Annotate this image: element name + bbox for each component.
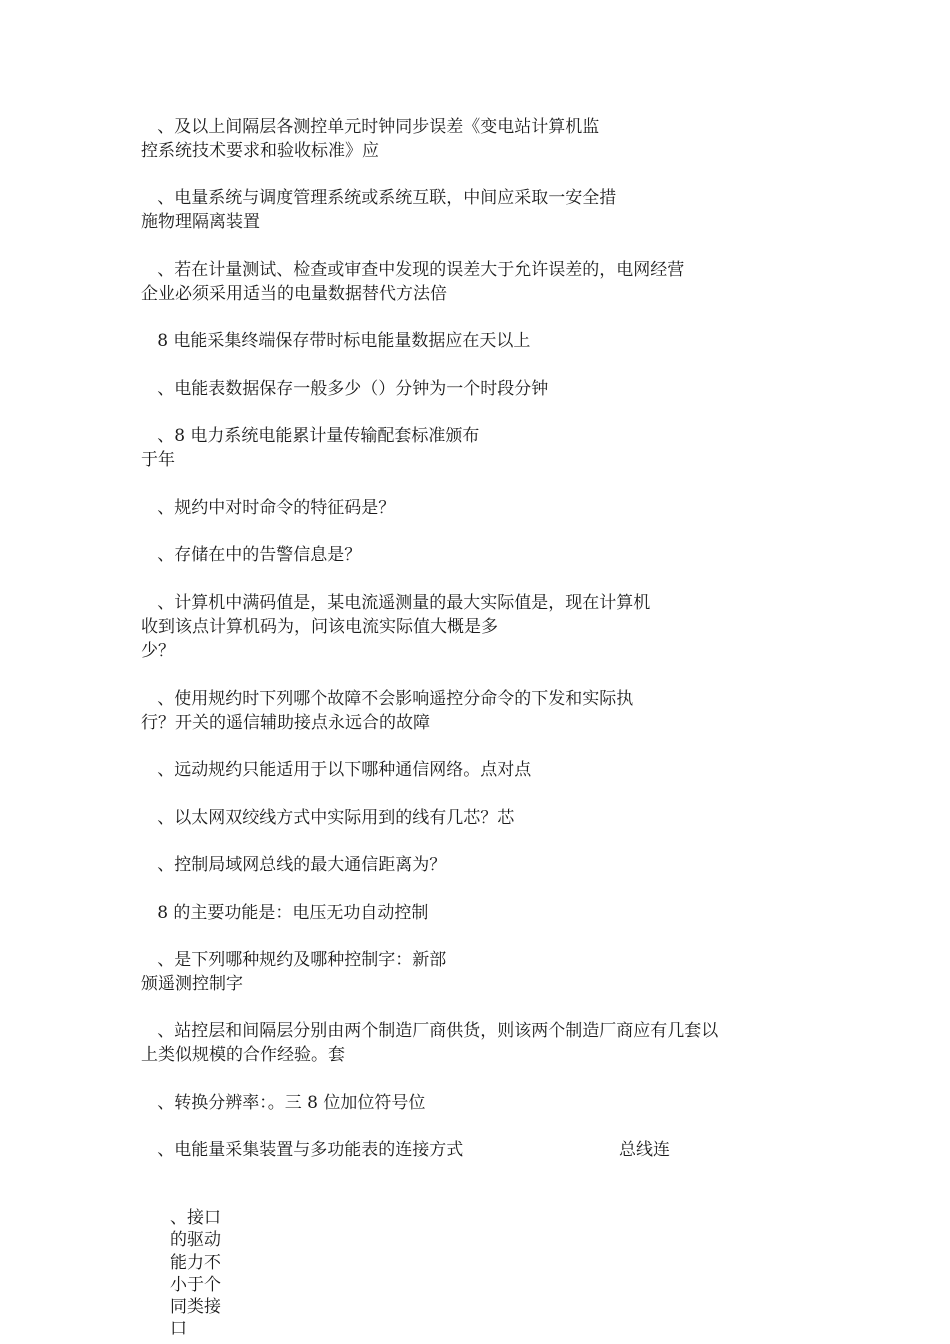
- paragraph-line: 、存储在中的告警信息是？: [141, 545, 362, 565]
- narrow-line: 小于个: [170, 1274, 221, 1295]
- paragraph-line: 于年: [141, 450, 175, 470]
- paragraph-line: 、若在计量测试、检查或审查中发现的误差大于允许误差的，电网经营: [141, 260, 685, 280]
- question-paragraph: [141, 543, 821, 567]
- paragraph-line: 、电能表数据保存一般多少（）分钟为一个时段分钟: [141, 379, 549, 399]
- paragraph-line: 、及以上间隔层各测控单元时钟同步误差《变电站计算机监: [141, 117, 600, 137]
- paragraph-line: 、使用规约时下列哪个故障不会影响遥控分命令的下发和实际执: [141, 689, 634, 709]
- question-paragraph: [141, 591, 821, 663]
- question-paragraph: [141, 377, 821, 401]
- question-paragraph: [141, 806, 821, 830]
- paragraph-line: 、电量系统与调度管理系统或系统互联，中间应采取一安全措: [141, 188, 617, 208]
- question-paragraph: [141, 496, 821, 520]
- paragraph-line: 、以太网双绞线方式中实际用到的线有几芯？芯: [141, 808, 515, 828]
- narrow-line: 能力不: [170, 1252, 221, 1273]
- paragraph-line: 颁遥测控制字: [141, 974, 243, 994]
- paragraph-line: 少？: [141, 641, 175, 661]
- question-paragraph: [141, 1138, 821, 1162]
- narrow-line: 口: [170, 1319, 187, 1340]
- paragraph-line: 行？开关的遥信辅助接点永远合的故障: [141, 713, 430, 733]
- narrow-line: 同类接: [170, 1297, 221, 1318]
- paragraph-line: 、规约中对时命令的特征码是？: [141, 498, 396, 518]
- question-paragraph: [141, 424, 821, 472]
- question-paragraph: [141, 115, 821, 163]
- paragraph-line: 施物理隔离装置: [141, 212, 260, 232]
- paragraph-line: 、是下列哪种规约及哪种控制字：新部: [141, 950, 447, 970]
- question-paragraph: [141, 687, 821, 735]
- paragraph-line: 、控制局域网总线的最大通信距离为？: [141, 855, 447, 875]
- paragraph-line: 8 电能采集终端保存带时标电能量数据应在天以上: [141, 331, 531, 351]
- paragraph-line: 收到该点计算机码为，问该电流实际值大概是多: [141, 617, 498, 637]
- narrow-line: 的驱动: [170, 1230, 221, 1251]
- paragraph-line: 、站控层和间隔层分别由两个制造厂商供货，则该两个制造厂商应有几套以: [141, 1021, 719, 1041]
- question-paragraph: [141, 853, 821, 877]
- clipped-answer-text: 总线连: [619, 1140, 670, 1158]
- question-paragraph: [141, 758, 821, 782]
- narrow-line: 、接口: [170, 1208, 221, 1228]
- paragraph-line: 上类似规模的合作经验。套: [141, 1045, 345, 1065]
- question-paragraph: [141, 1091, 821, 1115]
- question-paragraph: [141, 186, 821, 234]
- question-paragraph: [141, 948, 821, 996]
- paragraph-line: 8 的主要功能是：电压无功自动控制: [141, 903, 429, 923]
- paragraph-line: 、计算机中满码值是，某电流遥测量的最大实际值是，现在计算机: [141, 593, 651, 613]
- question-paragraph: [141, 329, 821, 353]
- paragraph-line: 、转换分辨率：。三 8 位加位符号位: [141, 1093, 426, 1113]
- paragraph-line: 、电能量采集装置与多功能表的连接方式: [141, 1140, 464, 1160]
- question-paragraph: [141, 1019, 821, 1067]
- paragraph-line: 、远动规约只能适用于以下哪种通信网络。点对点: [141, 760, 532, 780]
- paragraph-line: 、8 电力系统电能累计量传输配套标准颁布: [141, 426, 480, 446]
- question-paragraph: [141, 258, 821, 306]
- narrow-text-block: [170, 1207, 240, 1341]
- paragraph-line: 企业必须采用适当的电量数据替代方法倍: [141, 284, 447, 304]
- paragraph-line: 控系统技术要求和验收标准》应: [141, 141, 379, 161]
- question-paragraph: [141, 901, 821, 925]
